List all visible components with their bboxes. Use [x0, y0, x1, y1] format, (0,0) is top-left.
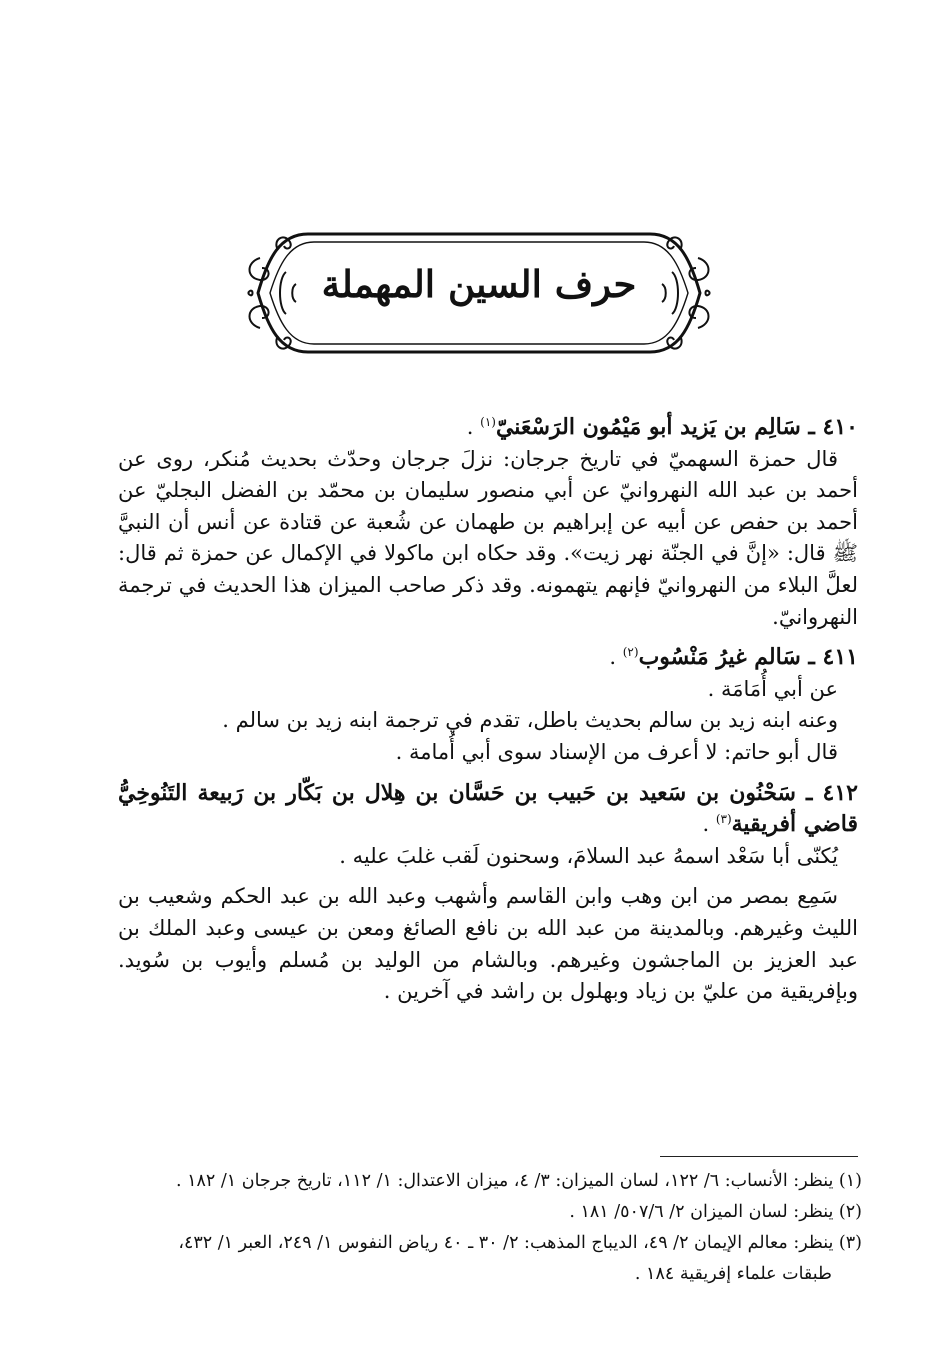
footnote-ref-3: (٣): [715, 812, 732, 827]
chapter-heading-frame: [238, 228, 720, 358]
entry-411-line-2: وعنه ابنه زيد بن سالم بحديث باطل، تقدم في ترجمة ابنه زيد بن سالم .: [222, 708, 838, 733]
entry-412-line-1: يُكنّى أبا سَعْد اسمهُ عبد السلامَ، وسحنون لَقب غلبَ عليه .: [339, 843, 838, 868]
entry-411-line-3: قال أبو حاتم: لا أعرف من الإسناد سوى أبي أُمامة .: [395, 739, 838, 764]
entry-412-body: سَمِع بمصر من ابن وهب وابن القاسم وأشهب وعبد الله بن عبد الحكم وشعيب بن الليث وغيرهم. وبالمدينة من عبد الله بن نافع الصائغ ومعن بن عيسى وعبد الملك بن عبد العزيز بن الماجشون وغيرهم. وبالشام من الوليد بن مُسلم وأيوب بن سُويد. وبإفريقية من عليّ بن زياد وبهلول بن راشد في آخرين .: [118, 884, 858, 1004]
entry-410-title: ٤١٠ ـ سَالِم بن يَزيد أبو مَيْمُون الرَسْعَنيّ: [495, 414, 858, 440]
footnote-2: (٢) ينظر: لسان الميزان ٢/ ٥٠٧/٦/ ١٨١ .: [569, 1202, 862, 1222]
entry-411-tail: .: [609, 645, 623, 670]
footnote-1: (١) ينظر: الأنساب: ٦/ ١٢٢، لسان الميزان: ٣/ ٤، ميزان الاعتدال: ١/ ١١٢، تاريخ جرجان ١/ ١٨٢ .: [175, 1171, 862, 1191]
entry-410-body: قال حمزة السهميّ في تاريخ جرجان: نزلَ جرجان وحدّث بحديث مُنكر، روى عن أحمد بن عبد الله النهروانيّ عن أبي منصور سليمان بن محمّد بن الفضل البجليّ عن أحمد بن حفص عن أبيه عن إبراهيم بن طهمان عن شُعبة عن قتادة عن أنس أن النبيَّ ﷺ قال: «إنَّ في الجنّة نهر زيت». وقد حكاه ابن ماكولا في الإكمال عن حمزة ثم قال: لعلَّ البلاء من النهروانيّ فإنهم يتهمونه. وقد ذكر صاحب الميزان هذا الحديث في ترجمة النهروانيّ.: [118, 446, 858, 629]
entry-411-title: ٤١١ ـ سَالم غيرُ مَنْسُوب: [638, 644, 858, 671]
footnote-divider: [660, 1156, 858, 1157]
entry-411-line-1: عن أبي أُمَامَة .: [707, 676, 838, 701]
entry-412-tail: .: [702, 812, 716, 837]
entry-410-heading: [118, 412, 858, 444]
chapter-title: حرف السين المهملة: [321, 262, 637, 306]
footnote-3-continued: طبقات علماء إفريقية ١٨٤ .: [634, 1264, 832, 1284]
main-text: [118, 412, 858, 1008]
entry-410-tail: .: [466, 415, 481, 439]
footnote-ref-1: (١): [480, 415, 496, 429]
entry-411-heading: [118, 642, 858, 674]
footnote-3: (٣) ينظر: معالم الإيمان ٢/ ٤٩، الديباج المذهب: ٢/ ٣٠ ـ ٤٠ رياض النفوس ١/ ٢٤٩، العبر ١/ ٤٣٢،: [178, 1233, 862, 1253]
footnote-ref-2: (٢): [622, 645, 639, 660]
entry-412-heading: [118, 778, 858, 841]
entry-412-title: ٤١٢ ـ سَحْنُون بن سَعيد بن حَبيب بن حَسَّان بن هِلال بن بَكّار بن رَبيعة التَنُوخِيُّ قاضي أفريقية: [118, 779, 858, 838]
footnotes: [100, 1166, 862, 1290]
